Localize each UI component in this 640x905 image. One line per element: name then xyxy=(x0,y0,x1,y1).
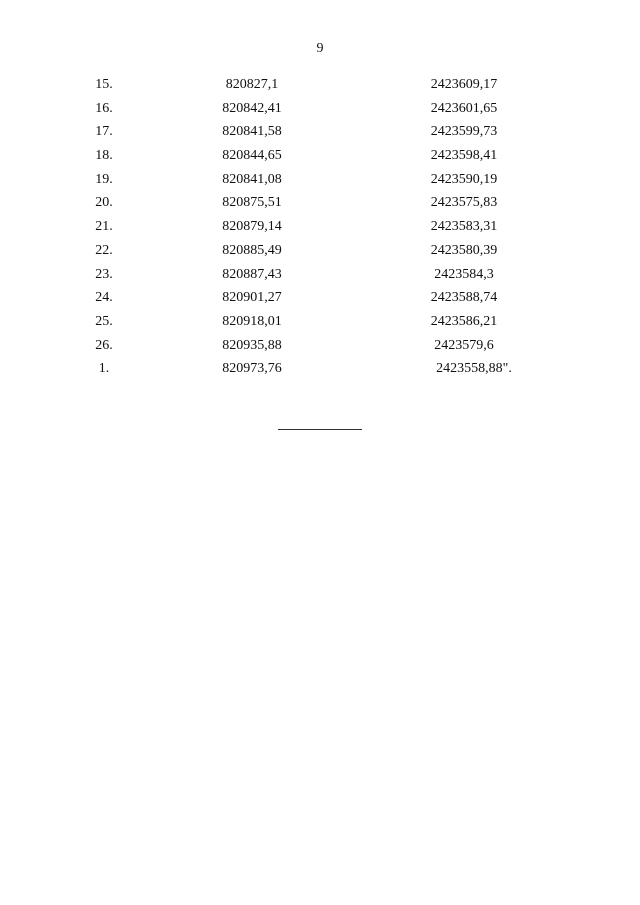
table-row xyxy=(0,361,640,385)
x-coordinate: 820842,41 xyxy=(222,100,282,116)
y-coordinate: 2423599,73 xyxy=(430,124,498,140)
table-row xyxy=(0,338,640,362)
point-number: 16. xyxy=(95,100,113,116)
y-coordinate: 2423575,83 xyxy=(430,195,498,211)
x-coordinate: 820918,01 xyxy=(222,313,282,329)
point-number: 15. xyxy=(95,77,113,92)
table-row xyxy=(0,219,640,243)
point-number: 17. xyxy=(95,124,113,140)
table-row xyxy=(0,314,640,338)
page-number: 9 xyxy=(316,41,324,56)
table-row xyxy=(0,267,640,291)
table-row xyxy=(0,148,640,172)
point-number: 25. xyxy=(95,313,113,329)
x-coordinate: 820887,43 xyxy=(222,266,282,282)
point-number: 20. xyxy=(95,195,113,211)
x-coordinate: 820841,08 xyxy=(222,171,282,187)
point-number: 22. xyxy=(95,242,113,258)
x-coordinate: 820875,51 xyxy=(222,195,282,211)
table-row xyxy=(0,172,640,196)
point-number: 26. xyxy=(95,337,113,353)
point-number: 24. xyxy=(95,290,113,306)
table-row xyxy=(0,101,640,125)
y-coordinate: 2423601,65 xyxy=(430,100,498,116)
table-row xyxy=(0,124,640,148)
x-coordinate: 820935,88 xyxy=(222,337,282,353)
x-coordinate: 820844,65 xyxy=(222,148,282,164)
point-number: 21. xyxy=(95,219,113,235)
y-coordinate: 2423580,39 xyxy=(430,242,498,258)
y-coordinate: 2423590,19 xyxy=(430,171,498,187)
y-coordinate: 2423558,88". xyxy=(436,361,512,377)
point-number: 23. xyxy=(95,266,113,282)
x-coordinate: 820885,49 xyxy=(222,242,282,258)
table-row xyxy=(0,77,640,101)
x-coordinate: 820973,76 xyxy=(222,361,282,377)
x-coordinate: 820841,58 xyxy=(222,124,282,140)
coordinates-table xyxy=(0,77,640,385)
point-number: 19. xyxy=(95,171,113,187)
x-coordinate: 820879,14 xyxy=(222,219,282,235)
y-coordinate: 2423586,21 xyxy=(430,313,498,329)
point-number: 18. xyxy=(95,148,113,164)
y-coordinate: 2423588,74 xyxy=(430,290,498,306)
table-row xyxy=(0,290,640,314)
y-coordinate: 2423583,31 xyxy=(430,219,498,235)
table-row xyxy=(0,195,640,219)
x-coordinate: 820827,1 xyxy=(225,77,279,92)
y-coordinate: 2423609,17 xyxy=(430,77,498,92)
point-number: 1. xyxy=(98,361,110,377)
y-coordinate: 2423598,41 xyxy=(430,148,498,164)
x-coordinate: 820901,27 xyxy=(222,290,282,306)
end-divider xyxy=(278,429,362,430)
y-coordinate: 2423579,6 xyxy=(434,337,494,353)
table-row xyxy=(0,243,640,267)
y-coordinate: 2423584,3 xyxy=(434,266,494,282)
